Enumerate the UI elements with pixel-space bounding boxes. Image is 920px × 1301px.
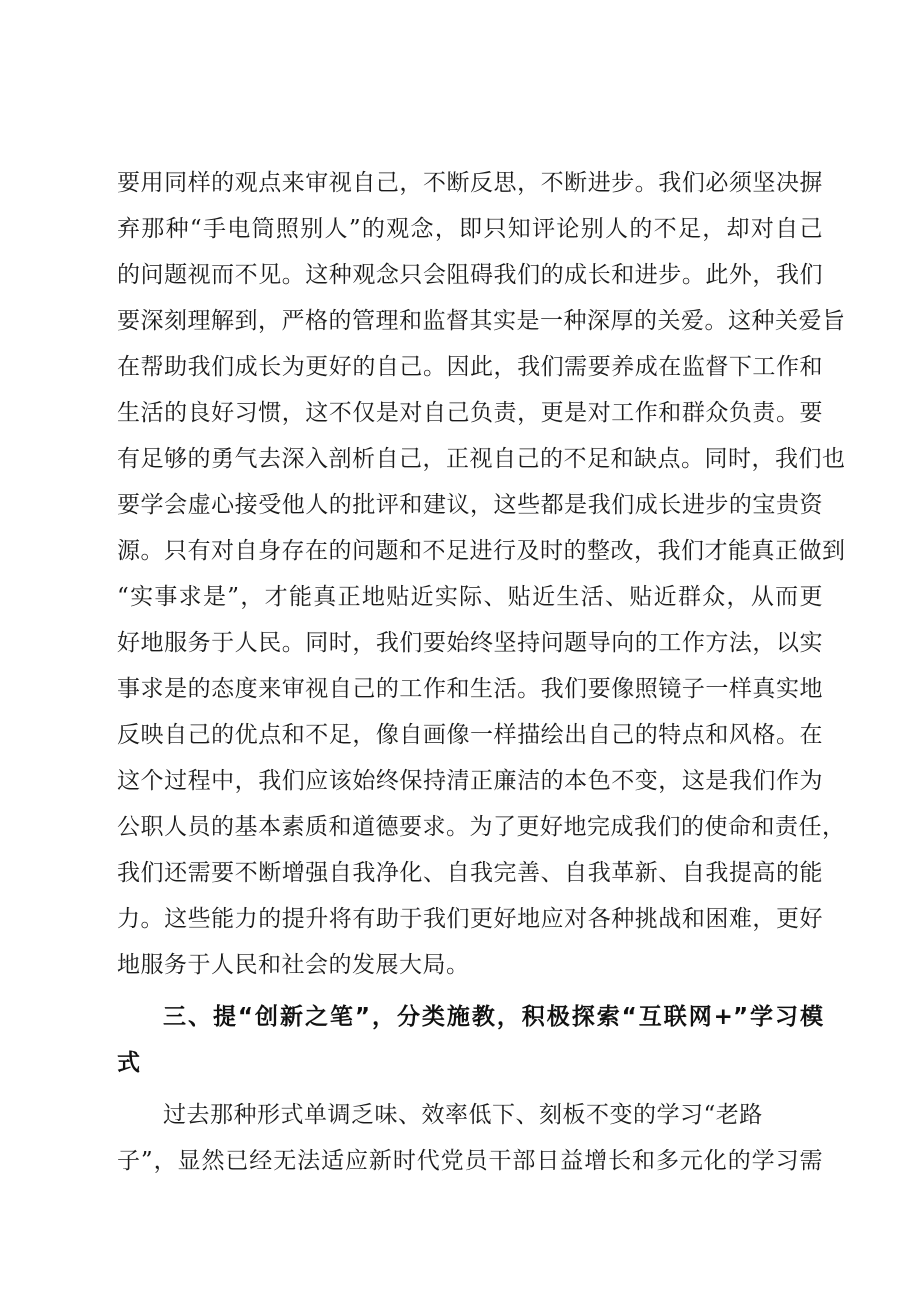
paragraph-line: 子”，显然已经无法适应新时代党员干部日益增长和多元化的学习需 <box>117 1148 823 1174</box>
paragraph-line: 公职人员的基本素质和道德要求。为了更好地完成我们的使命和责任， <box>117 814 846 840</box>
paragraph-line: 生活的良好习惯，这不仅是对自己负责，更是对工作和群众负责。要 <box>117 400 823 426</box>
paragraph-line: 源。只有对自身存在的问题和不足进行及时的整改，我们才能真正做到 <box>117 538 846 564</box>
paragraph-line: 弃那种“手电筒照别人”的观念，即只知评论别人的不足，却对自己 <box>117 216 823 242</box>
paragraph-line: 的问题视而不见。这种观念只会阻碍我们的成长和进步。此外，我们 <box>117 262 823 288</box>
paragraph-line: 这个过程中，我们应该始终保持清正廉洁的本色不变，这是我们作为 <box>117 768 823 794</box>
paragraph-line: 力。这些能力的提升将有助于我们更好地应对各种挑战和困难，更好 <box>117 906 823 932</box>
paragraph-line: 地服务于人民和社会的发展大局。 <box>117 952 470 978</box>
section-heading-line: 三、提“创新之笔”，分类施教，积极探索“互联网+”学习模 <box>163 1004 823 1030</box>
paragraph-line: 要深刻理解到，严格的管理和监督其实是一种深厚的关爱。这种关爱旨 <box>117 308 846 334</box>
section-heading-line: 式 <box>117 1050 140 1076</box>
paragraph-line: 事求是的态度来审视自己的工作和生活。我们要像照镜子一样真实地 <box>117 676 823 702</box>
paragraph-line: 反映自己的优点和不足，像自画像一样描绘出自己的特点和风格。在 <box>117 722 823 748</box>
paragraph-line: 我们还需要不断增强自我净化、自我完善、自我革新、自我提高的能 <box>117 860 823 886</box>
paragraph-line: 有足够的勇气去深入剖析自己，正视自己的不足和缺点。同时，我们也 <box>117 446 846 472</box>
paragraph-line: 在帮助我们成长为更好的自己。因此，我们需要养成在监督下工作和 <box>117 354 823 380</box>
paragraph-line: “实事求是”，才能真正地贴近实际、贴近生活、贴近群众，从而更 <box>117 584 823 610</box>
paragraph-line: 好地服务于人民。同时，我们要始终坚持问题导向的工作方法，以实 <box>117 630 823 656</box>
paragraph-line: 过去那种形式单调乏味、效率低下、刻板不变的学习“老路 <box>163 1102 763 1128</box>
paragraph-line: 要学会虚心接受他人的批评和建议，这些都是我们成长进步的宝贵资 <box>117 492 823 518</box>
paragraph-line: 要用同样的观点来审视自己，不断反思，不断进步。我们必须坚决摒 <box>117 170 823 196</box>
